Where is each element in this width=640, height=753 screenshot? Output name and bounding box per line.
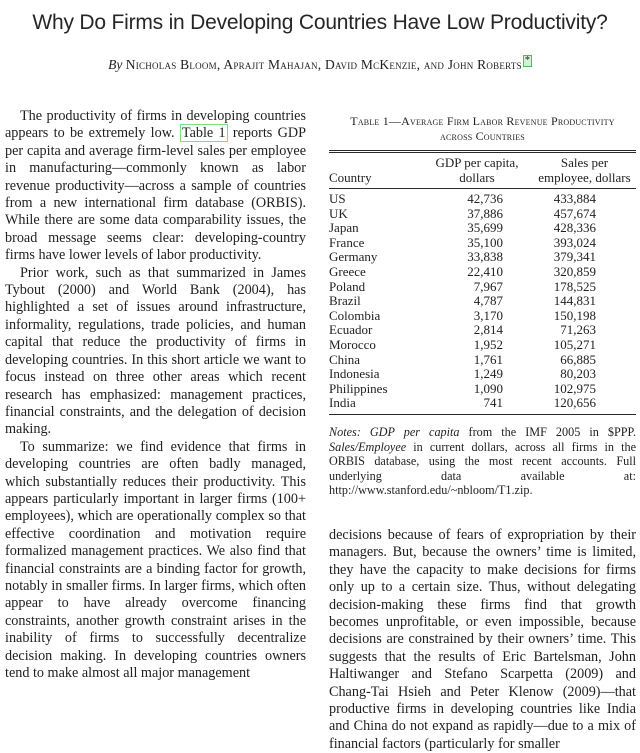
table-cell-gdp: 1,761 [473,351,503,367]
table-1-header-gdp-line2: dollars [459,169,495,185]
table-1-header-gdp [421,152,533,189]
table-1-header-sales [533,152,636,189]
table-row [329,280,636,295]
table-1 [329,150,636,415]
table-row [329,353,636,368]
table-cell-country: Philippines [329,380,388,396]
table-cell-sales: 144,831 [553,293,596,309]
table-1-notes [329,425,636,498]
table-row [329,207,636,222]
table-cell-sales: 71,263 [560,322,596,338]
two-column-body [5,108,636,753]
table-cell-sales: 457,674 [553,205,596,221]
table-cell-country: China [329,351,361,367]
table-row [329,294,636,309]
table-cell-gdp: 7,967 [473,278,503,294]
table-row [329,382,636,397]
table-row [329,367,636,382]
table-cell-sales: 120,656 [553,395,596,411]
paragraph-1-text-after: reports GDP per capita and average firm-level sales per employee in manufacturing—commonly known as labor revenue productivity—across a sample of countries from a new international firm database (ORBIS). While there are some data comparability issues, the broad message seems clear: developing-country firms have lower levels of labor productivity. [5,125,306,264]
table-cell-gdp: 3,170 [473,307,503,323]
table-cell-country: Japan [329,220,359,236]
table-cell-sales: 102,975 [553,380,596,396]
table-row [329,396,636,414]
table-cell-gdp: 741 [483,395,503,411]
notes-text-3: in current dollars, across all firms in the ORBIS database, using the most recent accounts. Full underlying data available at: http://www.stanford.edu/~nbloom/T1.zip. [329,439,636,498]
paragraph-3: To summarize: we find evidence that firms in developing countries are often badly managed, which substantially reduces their productivity. This appears particularly important in larger firms (100+ employees), which are operationally complex so that effective coordination and motivation require formalized management practices. We also find that financial constraints are a binding factor for growth, notably in smaller firms. In larger firms, which often appear to have already overcome financing constraints, another growth constraint arises in the inability of firms to successfully decentralize decision making. In developing countries owners tend to make almost all major management [5,438,306,681]
table-cell-gdp: 37,886 [467,205,503,221]
table-cell-sales: 150,198 [553,307,596,323]
table-1-header-country: Country [329,152,421,189]
table-cell-gdp: 42,736 [467,191,503,206]
table-cell-country: Colombia [329,307,381,323]
byline-by: By [108,57,123,72]
table-1-header-row [329,152,636,189]
table-1-caption-line2: across Countries [440,128,525,143]
table-1-caption [329,114,636,143]
notes-italic-gdp: GDP per capita [369,424,460,439]
table-row [329,250,636,265]
table-1-header-sales-line1: Sales per [560,155,609,170]
table-1-header-sales-line2: employee, dollars [538,169,631,185]
table-1-caption-line1: Table 1—Average Firm Labor Revenue Productivity [350,114,615,128]
notes-text-2: from the IMF 2005 in $PPP. [459,424,636,439]
paragraph-1-text-before: The productivity of firms in developing countries appears to be extremely low. [5,108,306,142]
table-cell-gdp: 1,952 [473,336,503,352]
table-cell-country: Ecuador [329,322,373,338]
table-1-header-gdp-line1: GDP per capita, [435,155,519,170]
notes-text-1 [361,425,370,439]
paragraph-2: Prior work, such as that summarized in James Tybout (2000) and World Bank (2004), has highlighted a set of issues around infrastructure, informality, regulations, trade policies, and human capital that reduce the productivity of firms in developing countries. In this short article we want to focus instead on three other areas which recent research has emphasized: management practices, financial constraints, and the delegation of decision making. [5,264,306,438]
table-cell-sales: 66,885 [560,351,596,367]
table-cell-sales: 379,341 [553,249,596,265]
paragraph-1 [5,108,306,265]
table-cell-gdp: 33,838 [467,249,503,265]
table-row [329,309,636,324]
table-cell-gdp: 22,410 [467,263,503,279]
table-cell-gdp: 35,100 [467,234,503,250]
byline-authors: Nicholas Bloom, Aprajit Mahajan, David McKenzie, and John Roberts [125,57,522,72]
table-cell-sales: 320,859 [553,263,596,279]
table-row [329,338,636,353]
table-cell-sales: 393,024 [553,234,596,250]
paper-title: Why Do Firms in Developing Countries Have Low Productivity? [32,11,608,34]
table-cell-country: Brazil [329,293,361,309]
paragraph-4: decisions because of fears of expropriation by their managers. But, because the owners’ time is limited, they have the capacity to make decisions for firms only up to a certain size. Thus, without delegating decision-making these firms find that growth becomes unprofitable, or even impossible, because decisions are constrained by their owners’ time. This suggests that the results of Eric Bartelsman, John Haltiwanger and Stefano Scarpetta (2009) and Chang-Tai Hsieh and Peter Klenow (2009)—that productive firms in developing countries like India and China do not expand as rapidly—due to a mix of financial factors (particularly for smaller [329,526,636,752]
table-cell-sales: 178,525 [553,278,596,294]
table-cell-gdp: 1,249 [473,366,503,382]
table-cell-sales: 428,336 [553,220,596,236]
table-cell-country: US [329,191,346,206]
table-cell-gdp: 2,814 [473,322,503,338]
table-cell-sales: 105,271 [553,336,596,352]
table-row [329,236,636,251]
byline [0,55,640,73]
table-cell-country: Morocco [329,336,376,352]
notes-label: Notes: [329,424,361,439]
table-cell-gdp: 1,090 [473,380,503,396]
table-cell-sales: 433,884 [553,191,596,206]
table-cell-gdp: 4,787 [473,293,503,309]
table-cell-gdp: 35,699 [467,220,503,236]
table-cell-country: Greece [329,263,366,279]
notes-italic-sales: Sales/Employee [329,439,407,454]
footnote-asterisk-link[interactable]: * [524,55,530,66]
left-column [5,108,306,753]
table-row [329,189,636,207]
table-row [329,323,636,338]
table-cell-country: Germany [329,249,378,265]
table-row [329,265,636,280]
table-cell-country: UK [329,205,348,221]
table-1-link[interactable]: Table 1 [181,125,226,142]
table-cell-country: Poland [329,278,366,294]
right-column [329,108,636,753]
table-cell-sales: 80,203 [560,366,596,382]
table-cell-country: Indonesia [329,366,380,382]
table-row [329,221,636,236]
table-1-body [329,189,636,415]
table-cell-country: France [329,234,365,250]
table-cell-country: India [329,395,356,411]
